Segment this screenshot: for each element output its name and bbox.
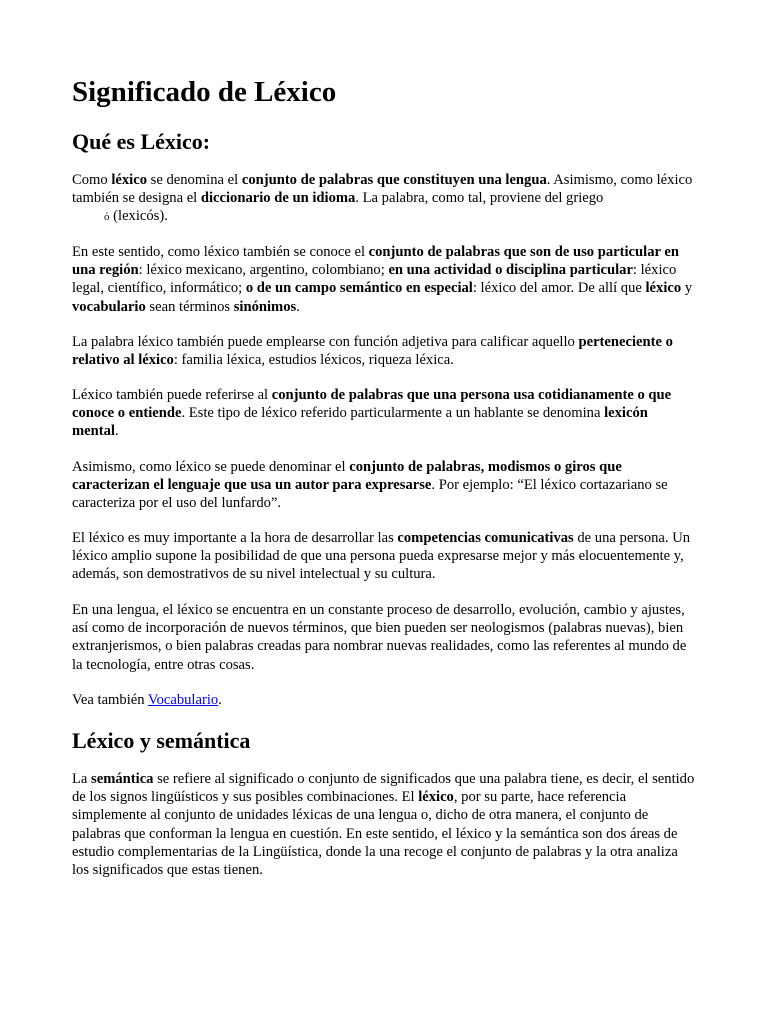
text: . Por ejemplo: “El léxico cortazariano se caracteriza por el uso del lunfardo”. <box>72 477 668 512</box>
paragraph-sentido <box>72 243 698 316</box>
text: : léxico mexicano, argentino, colombiano; <box>138 262 389 279</box>
paragraph-persona <box>72 386 698 441</box>
bold-text: vocabulario <box>72 298 146 315</box>
paragraph-autor <box>72 458 698 513</box>
text: : familia léxica, estudios léxicos, riqueza léxica. <box>173 352 454 369</box>
bold-text: semántica <box>91 771 154 787</box>
text: La palabra léxico también puede emplearse con función adjetiva para calificar aquello <box>72 334 579 350</box>
text: Como <box>72 172 112 188</box>
bold-text: competencias comunicativas <box>397 530 574 546</box>
text: y <box>681 280 693 297</box>
vocabulario-link[interactable]: Vocabulario <box>147 692 219 708</box>
bold-text: diccionario de un idioma <box>200 190 356 207</box>
text: : léxico legal, científico, informático; <box>72 262 677 297</box>
section-heading-que-es: Qué es Léxico: <box>72 129 211 154</box>
bold-text: o de un campo semántico en especial <box>245 280 473 297</box>
text: El léxico es muy importante a la hora de desarrollar las <box>72 530 398 546</box>
text: . <box>218 692 222 708</box>
text: En este sentido, como léxico también se conoce el <box>72 244 369 260</box>
text: . Este tipo de léxico referido particularmente a un hablante se denomina <box>181 405 605 422</box>
text: Asimismo, como léxico se puede denominar el <box>72 459 350 475</box>
paragraph-vea-tambien <box>72 691 698 709</box>
text: . <box>296 298 300 315</box>
text: . <box>114 423 119 440</box>
bold-text: léxico <box>418 789 454 806</box>
paragraph-semantica <box>72 770 698 879</box>
paragraph-competencias <box>72 529 698 584</box>
section-heading-semantica: Léxico y semántica <box>72 728 251 753</box>
text: de una persona. Un léxico amplio supone la posibilidad de que una persona pueda expresarse mejor y más elocuentemente y, además, son demostrativos de su nivel intelectual y su cultura. <box>72 530 691 583</box>
text: : léxico del amor. De allí que <box>472 280 646 297</box>
greek-glyph: ό <box>104 211 110 224</box>
bold-text: lexicón mental <box>72 405 648 440</box>
bold-text: sinónimos <box>233 298 297 315</box>
bold-text: perteneciente o relativo al léxico <box>72 334 673 369</box>
bold-text: conjunto de palabras, modismos o giros que caracterizan el lenguaje que usa un autor para expresarse <box>72 459 622 494</box>
paragraph-definition <box>72 171 698 227</box>
bold-text: conjunto de palabras que son de uso particular en una región <box>72 244 679 279</box>
text: se denomina el <box>147 172 242 188</box>
bold-text: en una actividad o disciplina particular <box>388 262 633 279</box>
text: sean términos <box>145 298 234 315</box>
text: . La palabra, como tal, proviene del griego <box>355 190 604 207</box>
text: , por su parte, hace referencia simplemente al conjunto de unidades léxicas de una lengua o, dicho de otra manera, el conjunto de palabras que conforman la lengua en cuestión. En este sentido, el léxico y la semántica son dos áreas de estudio complementarias de la Lingüística, donde la una recoge el conjunto de palabras y la otra analiza los significados que estas tienen. <box>72 789 678 879</box>
text: Léxico también puede referirse al <box>72 387 272 403</box>
greek-line <box>72 208 168 224</box>
bold-text: léxico <box>645 280 682 297</box>
bold-text: léxico <box>111 172 147 188</box>
page-title: Significado de Léxico <box>72 76 337 108</box>
text: . Asimismo, como léxico también se designa el <box>72 172 693 207</box>
paragraph-desarrollo: En una lengua, el léxico se encuentra en un constante proceso de desarrollo, evolución, cambio y ajustes, así como de incorporación de nuevos términos, que bien pueden ser neologismos (palabras nuevas), bien extranjerismos, o bien palabras creadas para nombrar nuevas realidades, como las referentes al mundo de la tecnología, entre otras cosas. <box>72 602 687 673</box>
paragraph-adjetiva <box>72 333 698 369</box>
bold-text: conjunto de palabras que una persona usa cotidianamente o que conoce o entiende <box>72 387 672 422</box>
text: (lexicós). <box>113 208 168 225</box>
text: se refiere al significado o conjunto de significados que una palabra tiene, es decir, el sentido de los signos lingüísticos y sus posibles combinaciones. El <box>72 771 695 806</box>
text: Vea también <box>72 692 148 708</box>
bold-text: conjunto de palabras que constituyen una lengua <box>241 172 547 188</box>
text: La <box>72 771 92 787</box>
